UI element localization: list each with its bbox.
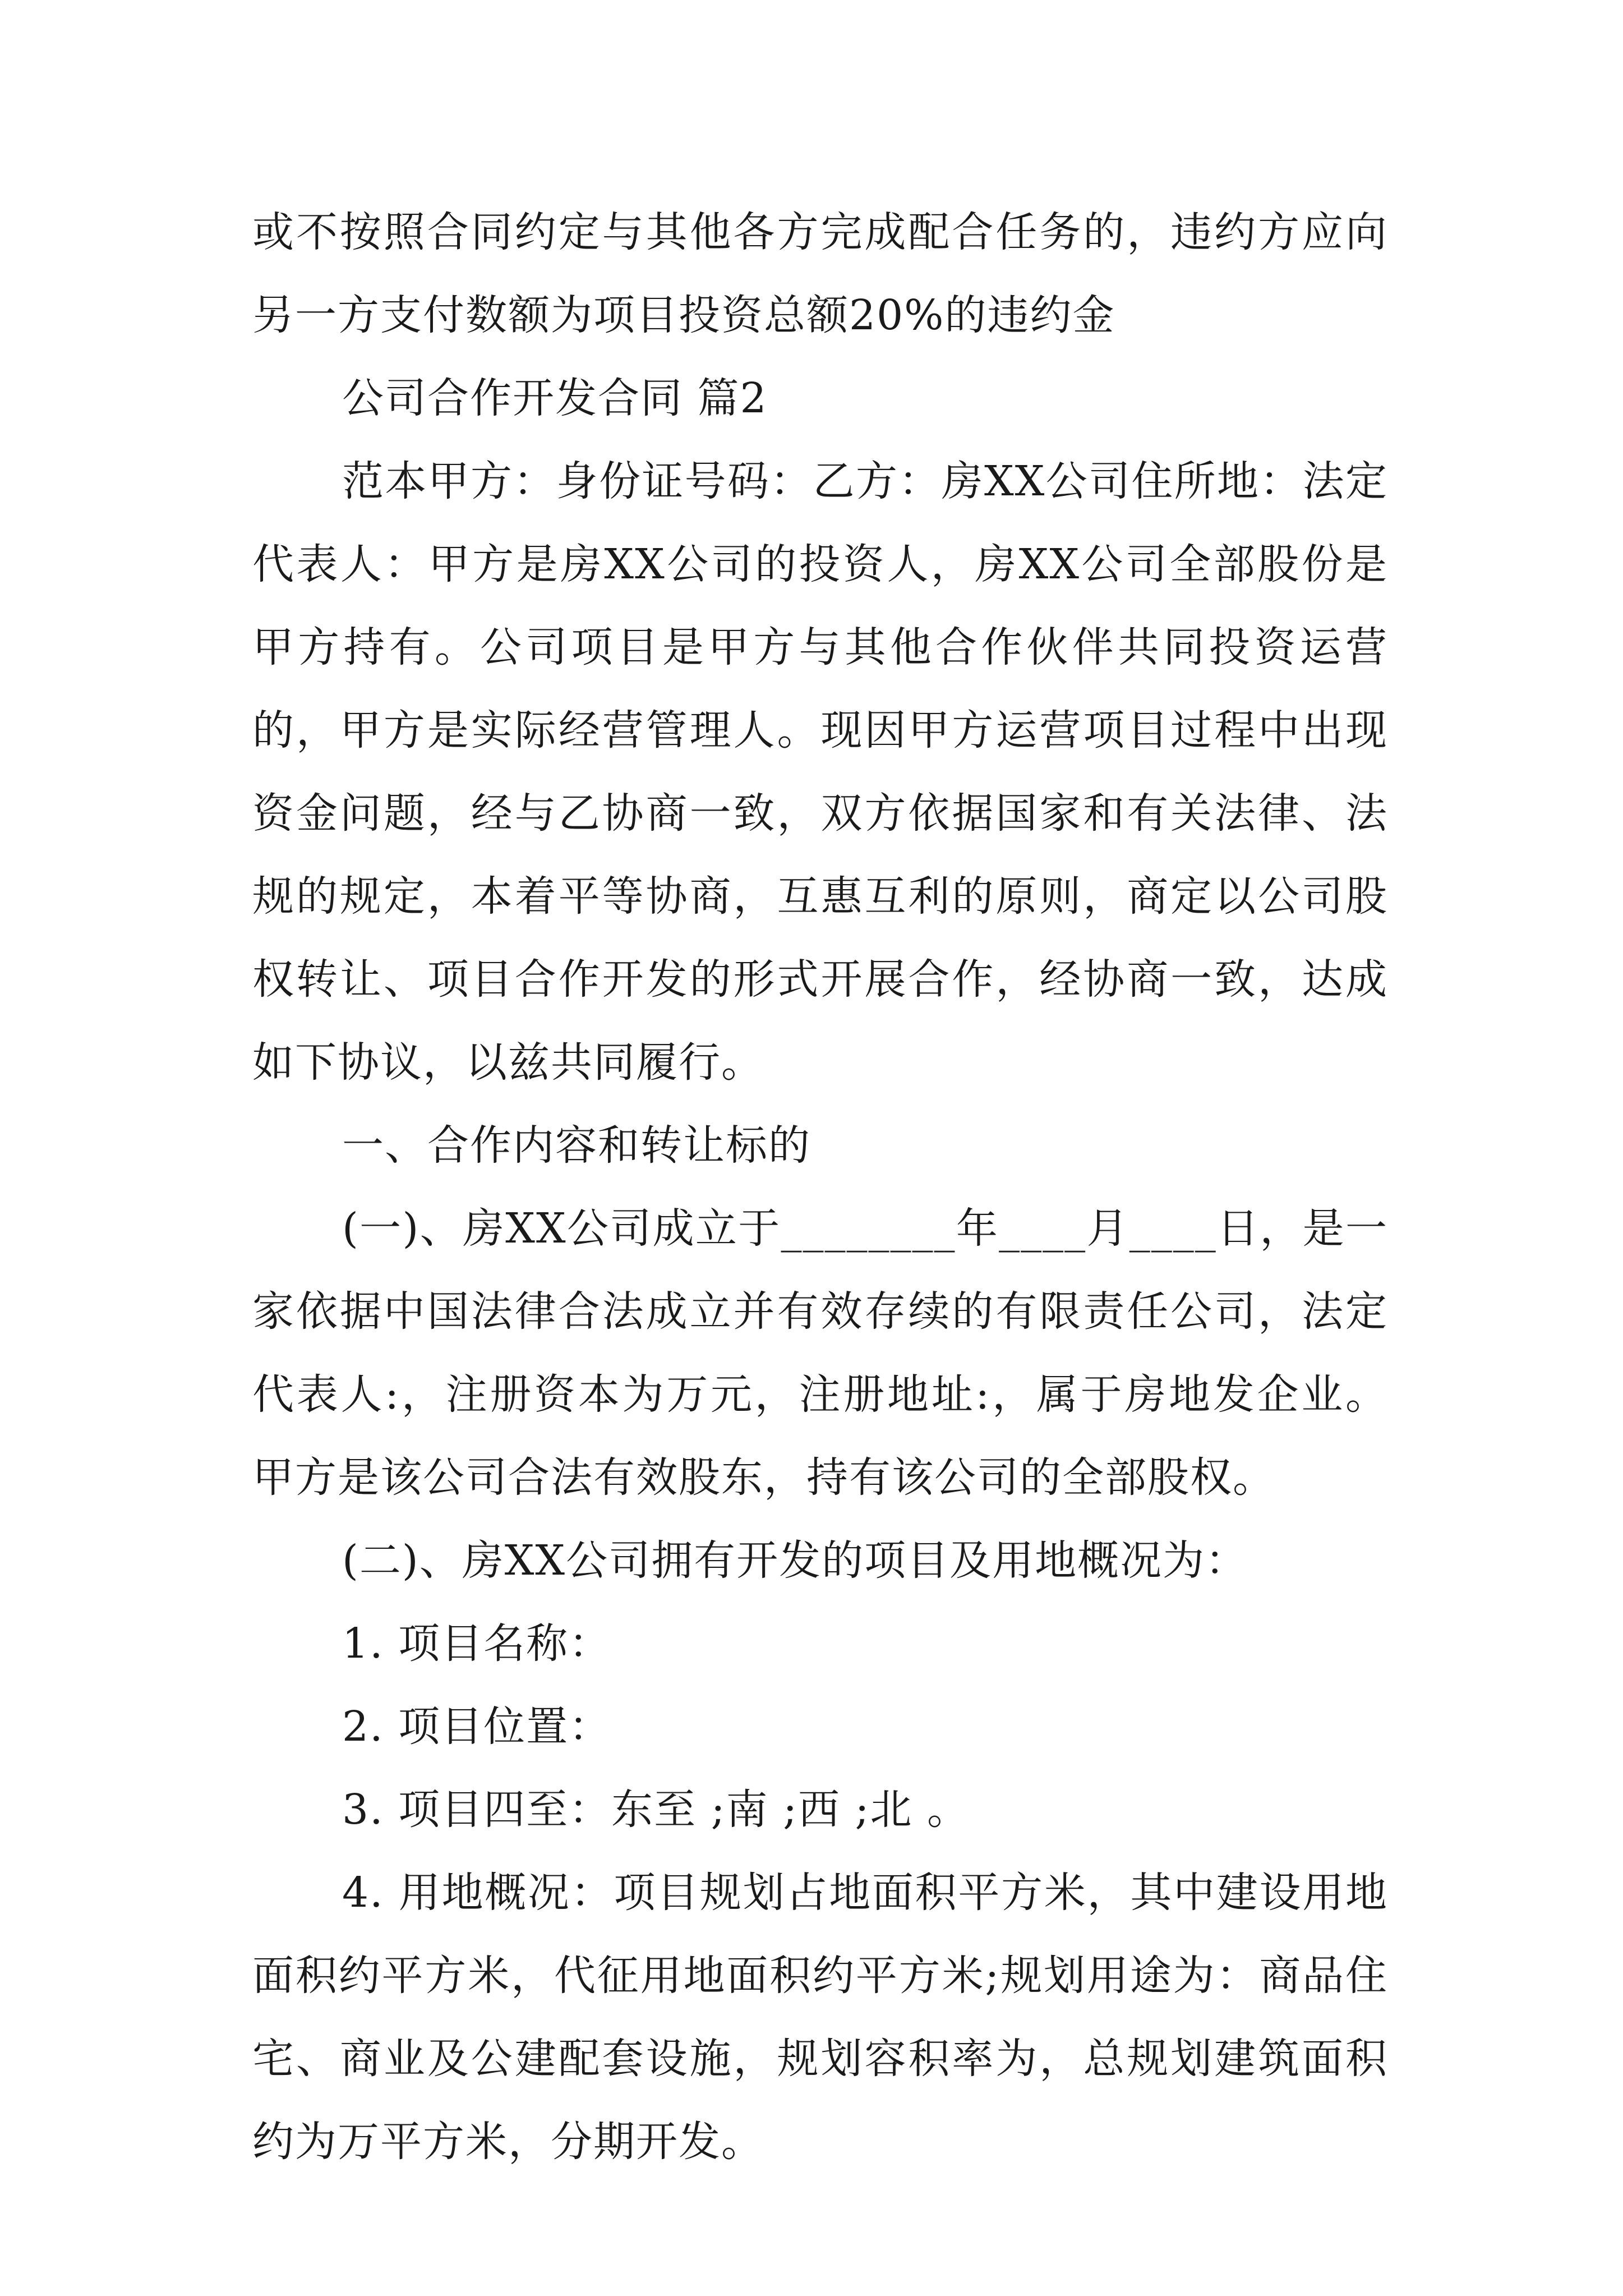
paragraph-preamble: 范本甲方：身份证号码：乙方：房XX公司住所地：法定代表人：甲方是房XX公司的投资人，房XX公司全部股份是甲方持有。公司项目是甲方与其他合作伙伴共同投资运营的，甲方是实际经营管理人。现因甲方运营项目过程中出现资金问题，经与乙协商一致，双方依据国家和有关法律、法规的规定，本着平等协商，互惠互利的原则，商定以公司股权转让、项目合作开发的形式开展合作，经协商一致，达成如下协议，以兹共同履行。 — [252, 457, 1388, 1087]
document-body — [252, 191, 1388, 2183]
paragraph-liquidated-damages: 或不按照合同约定与其他各方完成配合任务的，违约方应向另一方支付数额为项目投资总额20%的违约金 — [252, 208, 1388, 339]
list-item-project-location: 2. 项目位置： — [342, 1703, 612, 1751]
clause-project-overview: (二)、房XX公司拥有开发的项目及用地概况为： — [342, 1536, 1248, 1585]
list-item-project-name: 1. 项目名称： — [342, 1619, 612, 1668]
clause-company-establishment: (一)、房XX公司成立于________年____月____日，是一家依据中国法律合法成立并有效存续的有限责任公司，法定代表人:，注册资本为万元，注册地址:，属于房地发企业。甲方是该公司合法有效股东，持有该公司的全部股权。 — [252, 1204, 1388, 1502]
section-heading-cooperation: 一、合作内容和转让标的 — [342, 1121, 811, 1170]
contract-title: 公司合作开发合同 篇2 — [342, 374, 768, 422]
list-item-land-overview: 4. 用地概况：项目规划占地面积平方米，其中建设用地面积约平方米，代征用地面积约平方米;规划用途为：商品住宅、商业及公建配套设施，规划容积率为，总规划建筑面积约为万平方米，分期开发。 — [252, 1869, 1388, 2166]
list-item-project-boundaries: 3. 项目四至：东至 ;南 ;西 ;北 。 — [342, 1786, 970, 1834]
